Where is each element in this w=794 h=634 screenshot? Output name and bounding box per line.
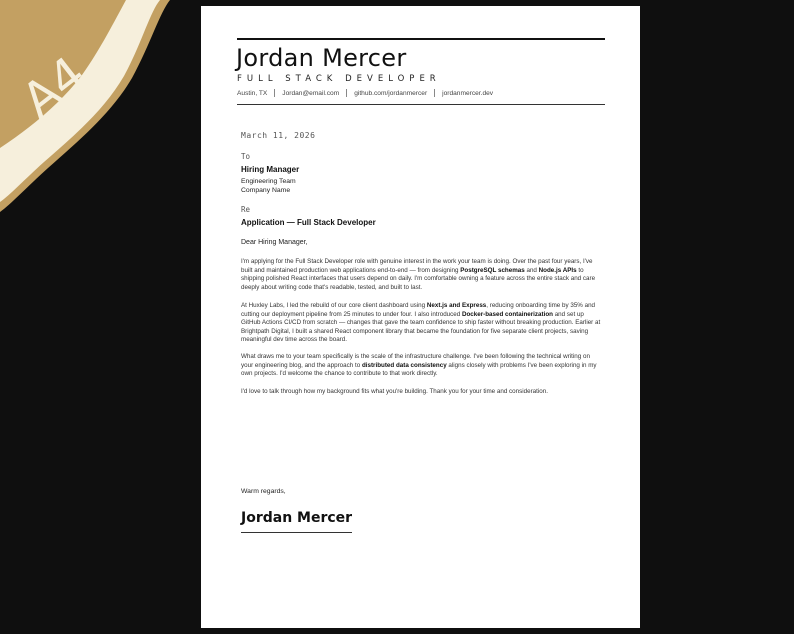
emphasis-text: PostgreSQL schemas (460, 266, 525, 274)
body-text: and set up GitHub Actions CI/CD from scratch — changes that gave the team confidence to ship faster without breaking production. Earlier at Brightpath Digital, I built a shared React component library that became the foundation for five separate client projects, saving meaningful dev time across the board. (241, 310, 601, 344)
a4-corner-banner (0, 0, 200, 240)
recipient-label: To (241, 152, 251, 161)
a4-badge-text: A4 (11, 45, 97, 129)
contact-github[interactable]: github.com/jordanmercer (354, 89, 428, 97)
contact-divider (274, 89, 275, 97)
recipient-title: Hiring Manager (241, 165, 300, 174)
contact-divider (434, 89, 435, 97)
body-paragraph (241, 388, 601, 397)
closing: Warm regards, (241, 488, 286, 495)
subject-line: Application — Full Stack Developer (241, 218, 376, 227)
body-paragraph (241, 302, 601, 345)
body-paragraph (241, 258, 601, 292)
contact-line (237, 89, 605, 97)
emphasis-text: Next.js and Express (426, 302, 487, 309)
body-text: I'm applying for the Full Stack Developer role with genuine interest in the work your team is doing. Over the past four years, I've built and maintained production web applications end-to-end — from designing (241, 258, 593, 274)
salutation: Dear Hiring Manager, (241, 239, 308, 246)
body-text: , reducing onboarding time by 35% and cutting our deployment pipeline from 25 minutes to under four. I also introduced (241, 302, 596, 318)
recipient-company: Company Name (241, 187, 291, 194)
header-top-rule (237, 38, 605, 40)
applicant-role: FULL STACK DEVELOPER (237, 74, 441, 84)
contact-location: Austin, TX (237, 89, 268, 97)
contact-email[interactable]: Jordan@email.com (282, 89, 340, 97)
body-paragraph (241, 353, 601, 379)
letter-page (201, 6, 640, 628)
letter-date: March 11, 2026 (241, 131, 316, 140)
body-text: to shipping polished React interfaces that users depend on daily. I'm comfortable owning a feature across the entire stack and care deeply about writing code that's readable, tested, and built to last. (241, 266, 596, 291)
applicant-name: Jordan Mercer (236, 44, 407, 72)
body-text: aligns closely with problems I've been exploring in my own projects. I'd welcome the chance to contribute to that work directly. (241, 361, 597, 378)
contact-website[interactable]: jordanmercer.dev (442, 89, 494, 97)
body-text: and (524, 266, 539, 274)
emphasis-text: Docker-based containerization (461, 310, 553, 318)
signature: Jordan Mercer (241, 510, 352, 533)
header-bottom-rule (237, 104, 605, 105)
emphasis-text: Node.js APIs (538, 266, 577, 274)
body-text: I'd love to talk through how my background fits what you're building. Thank you for your time and consideration. (241, 388, 548, 395)
body-text: What draws me to your team specifically is the scale of the infrastructure challenge. I've been following the technical writing on your engineering blog, and the approach to (241, 353, 590, 369)
emphasis-text: distributed data consistency (361, 361, 447, 369)
contact-divider (346, 89, 347, 97)
recipient-team: Engineering Team (241, 178, 296, 185)
body-text: At Huxley Labs, I led the rebuild of our core client dashboard using (241, 302, 427, 309)
subject-label: Re (241, 205, 251, 214)
